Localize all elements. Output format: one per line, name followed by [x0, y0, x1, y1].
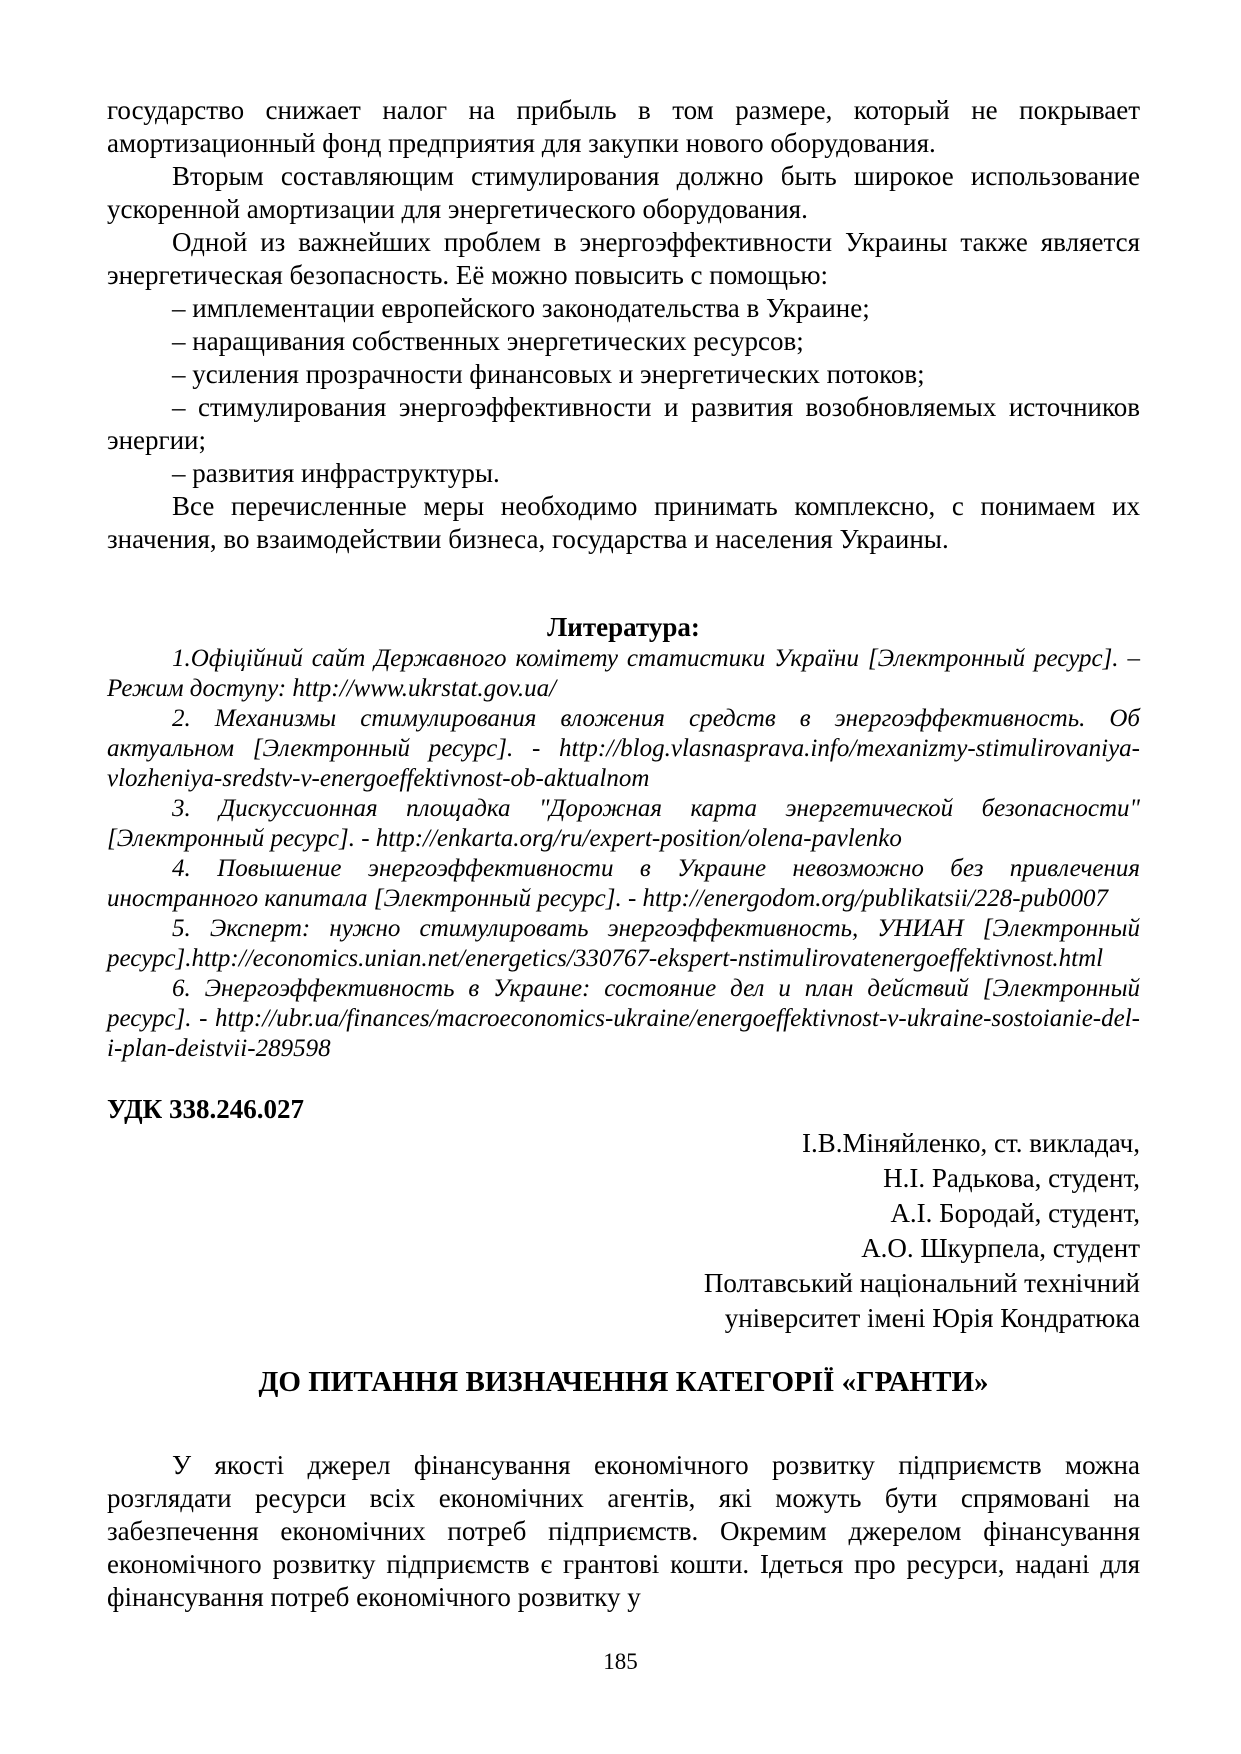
list-item: – наращивания собственных энергетических ресурсов;: [172, 326, 804, 356]
affiliation-line: університет імені Юрія Кондратюка: [724, 1303, 1140, 1333]
intro-paragraph: У якості джерел фінансування економічного розвитку підприємств можна розглядати ресурси всіх економічних агентів, які можуть бути спрямовані на забезпечення економічних потреб підприємств. Окремим джерелом фінансування економічного розвитку підприємств є грантові кошти. Ідеться про ресурси, надані для фінансування потреб економічного розвитку у: [107, 1450, 1140, 1612]
body-paragraph: государство снижает налог на прибыль в том размере, который не покрывает амортизационный фонд предприятия для закупки нового оборудования.: [107, 95, 1140, 158]
body-paragraph: Одной из важнейших проблем в энергоэффективности Украины также является энергетическая безопасность. Её можно повысить с помощью:: [107, 227, 1140, 290]
page-number: 185: [603, 1649, 638, 1674]
affiliation-line: Полтавський національний технічний: [703, 1268, 1140, 1298]
reference-item: 5. Эксперт: нужно стимулировать энергоэффективность, УНИАН [Электронный ресурс].http://economics.unian.net/energetics/330767-ekspert-nstimulirovatenergoeffektivnost.html: [107, 915, 1140, 972]
udk-code: УДК 338.246.027: [107, 1094, 304, 1124]
reference-item: 4. Повышение энергоэффективности в Украине невозможно без привлечения иностранного капитала [Электронный ресурс]. - http://energodom.org/publikatsii/228-pub0007: [107, 855, 1140, 912]
author-line: І.В.Міняйленко, ст. викладач,: [802, 1128, 1140, 1158]
article-title: ДО ПИТАННЯ ВИЗНАЧЕННЯ КАТЕГОРІЇ «ГРАНТИ»: [258, 1366, 989, 1398]
list-item: – стимулирования энергоэффективности и развития возобновляемых источников энергии;: [107, 392, 1140, 455]
list-item: – имплементации европейского законодательства в Украине;: [172, 293, 870, 323]
author-line: Н.І. Радькова, студент,: [883, 1163, 1140, 1193]
reference-item: 6. Энергоэффективность в Украине: состояние дел и план действий [Электронный ресурс]. - http://ubr.ua/finances/macroeconomics-ukraine/energoeffektivnost-v-ukraine-sostoianie-del-i-plan-deistvii-289598: [107, 975, 1140, 1062]
list-item: – усиления прозрачности финансовых и энергетических потоков;: [172, 359, 925, 389]
author-line: А.О. Шкурпела, студент: [861, 1233, 1140, 1263]
authors-block: [107, 1126, 1140, 1336]
reference-item: 1.Офіційний сайт Державного комітету статистики України [Электронный ресурс]. – Режим доступу: http://www.ukrstat.gov.ua/: [107, 645, 1140, 702]
body-paragraph: Все перечисленные меры необходимо принимать комплексно, с понимаем их значения, во взаимодействии бизнеса, государства и населения Украины.: [107, 491, 1140, 554]
list-item: – развития инфраструктуры.: [172, 458, 500, 488]
body-paragraph: Вторым составляющим стимулирования должно быть широкое использование ускоренной амортизации для энергетического оборудования.: [107, 161, 1140, 224]
reference-item: 2. Механизмы стимулирования вложения средств в энергоэффективность. Об актуальном [Электронный ресурс]. - http://blog.vlasnasprava.info/mexanizmy-stimulirovaniya-vlozheniya-sredstv-v-energoeffektivnost-ob-aktualnom: [107, 705, 1140, 792]
literature-heading: Литература:: [547, 612, 700, 642]
author-line: А.І. Бородай, студент,: [890, 1198, 1140, 1228]
reference-item: 3. Дискуссионная площадка "Дорожная карта энергетической безопасности" [Электронный ресурс]. - http://enkarta.org/ru/expert-position/olena-pavlenko: [107, 795, 1140, 852]
